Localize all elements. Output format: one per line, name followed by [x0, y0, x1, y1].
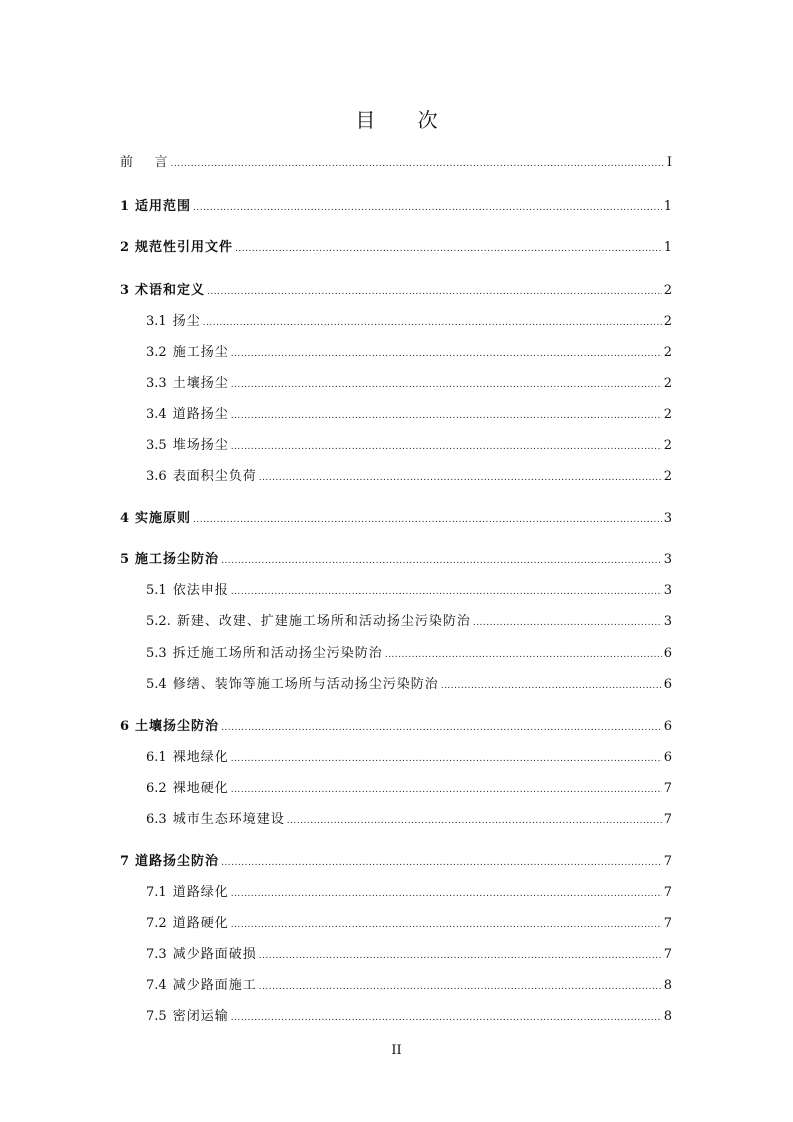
toc-leader-dots	[473, 615, 662, 631]
toc-leader-dots	[221, 855, 662, 871]
toc-entry-text: 堆场扬尘	[172, 438, 229, 453]
toc-leader-dots	[231, 1010, 662, 1026]
toc-entry-page: 2	[663, 438, 672, 453]
toc-entry-number: 4	[120, 511, 130, 526]
toc-entry-number: 6.3	[146, 812, 167, 827]
toc-entry-text: 土壤扬尘	[172, 376, 229, 391]
toc-entry-page: 7	[663, 885, 672, 900]
toc-entry-text: 实施原则	[135, 511, 192, 526]
toc-leader-dots	[441, 678, 662, 694]
toc-entry[interactable]	[146, 812, 672, 829]
toc-entry-page: 6	[663, 750, 672, 765]
toc-entry[interactable]	[120, 240, 672, 257]
toc-entry-number: 3.2	[146, 345, 167, 360]
toc-entry[interactable]	[146, 750, 672, 767]
toc-entry-text: 扬尘	[172, 314, 201, 329]
toc-entry-page: 7	[663, 947, 672, 962]
toc-leader-dots	[207, 284, 662, 300]
toc-entry[interactable]	[146, 646, 672, 663]
toc-entry-number: 5.2.	[146, 614, 171, 629]
toc-leader-dots	[259, 470, 662, 486]
toc-entry[interactable]	[146, 1009, 672, 1026]
toc-entry[interactable]	[120, 199, 672, 216]
toc-entry-text: 规范性引用文件	[135, 240, 234, 255]
toc-entry-text: 减少路面破损	[172, 947, 257, 962]
toc-entry-number: 6.2	[146, 781, 167, 796]
toc-entry-number: 7.3	[146, 947, 167, 962]
toc-entry-text: 表面积尘负荷	[172, 469, 257, 484]
toc-leader-dots	[221, 720, 662, 736]
toc-entry[interactable]	[120, 854, 672, 871]
toc-leader-dots	[193, 512, 662, 528]
toc-entry-number: 7	[120, 854, 130, 869]
toc-entry-text: 道路绿化	[172, 885, 229, 900]
toc-leader-dots	[259, 948, 662, 964]
toc-entry-number: 3	[120, 283, 130, 298]
toc-entry-number: 7.1	[146, 885, 167, 900]
toc-entry[interactable]	[146, 583, 672, 600]
toc-entry[interactable]	[146, 407, 672, 424]
toc-entry-text: 施工扬尘	[172, 345, 229, 360]
toc-entry-text: 拆迁施工场所和活动扬尘污染防治	[172, 646, 383, 661]
toc-entry-page: 8	[663, 978, 672, 993]
toc-entry-text: 裸地绿化	[172, 750, 229, 765]
toc-entry-number: 5.4	[146, 677, 167, 692]
toc-entry-page: 3	[663, 552, 672, 567]
toc-entry-number: 3.6	[146, 469, 167, 484]
toc-entry-number: 7.4	[146, 978, 167, 993]
toc-entry-number: 7.2	[146, 916, 167, 931]
toc-entry-page: 8	[663, 1009, 672, 1024]
toc-entry[interactable]	[120, 719, 672, 736]
toc-entry-page: 7	[663, 812, 672, 827]
toc-leader-dots	[259, 979, 662, 995]
toc-entry-page: 3	[663, 511, 672, 526]
toc-title: 目 次	[355, 108, 456, 132]
toc-entry-preface[interactable]	[120, 155, 672, 172]
toc-leader-dots	[231, 886, 662, 902]
toc-entry-text: 道路扬尘	[172, 407, 229, 422]
toc-entry[interactable]	[146, 376, 672, 393]
toc-entry-number: 5.3	[146, 646, 167, 661]
toc-entry-text: 道路扬尘防治	[135, 854, 220, 869]
page-number: II	[391, 1043, 402, 1058]
toc-entry-page: 6	[663, 677, 672, 692]
toc-entry-page: 7	[663, 781, 672, 796]
toc-entry[interactable]	[120, 511, 672, 528]
toc-entry-page: 6	[663, 719, 672, 734]
toc-leader-dots	[231, 346, 662, 362]
toc-entry-text: 适用范围	[135, 199, 192, 214]
toc-leader-dots	[231, 439, 662, 455]
toc-entry-number: 6.1	[146, 750, 167, 765]
toc-entry-number: 7.5	[146, 1009, 167, 1024]
toc-entry[interactable]	[146, 947, 672, 964]
toc-entry[interactable]	[146, 885, 672, 902]
toc-entry-page: 3	[663, 583, 672, 598]
toc-entry-text: 减少路面施工	[172, 978, 257, 993]
toc-leader-dots	[231, 917, 662, 933]
toc-entry-text: 新建、改建、扩建施工场所和活动扬尘污染防治	[176, 614, 471, 629]
toc-entry-page: 1	[663, 199, 672, 214]
toc-leader-dots	[193, 200, 662, 216]
toc-entry-page: 2	[663, 469, 672, 484]
toc-entry-text: 城市生态环境建设	[172, 812, 285, 827]
toc-entry-number: 6	[120, 719, 130, 734]
toc-entry-page: 2	[663, 376, 672, 391]
toc-entry-page: 2	[663, 407, 672, 422]
toc-entry-number: 5.1	[146, 583, 167, 598]
toc-entry-text: 土壤扬尘防治	[135, 719, 220, 734]
toc-entry-text: 前 言	[120, 155, 169, 170]
toc-leader-dots	[235, 241, 662, 257]
toc-entry[interactable]	[146, 978, 672, 995]
toc-leader-dots	[231, 782, 662, 798]
toc-leader-dots	[231, 408, 662, 424]
toc-entry[interactable]	[146, 345, 672, 362]
toc-entry-text: 密闭运输	[172, 1009, 229, 1024]
toc-leader-dots	[203, 315, 662, 331]
toc-entry-page: 3	[663, 614, 672, 629]
toc-leader-dots	[287, 813, 662, 829]
toc-entry-page: 6	[663, 646, 672, 661]
toc-entry-page: 2	[663, 283, 672, 298]
toc-entry-page: 7	[663, 854, 672, 869]
toc-entry[interactable]	[120, 552, 672, 569]
toc-entry-number: 5	[120, 552, 130, 567]
toc-entry[interactable]	[146, 438, 672, 455]
toc-entry-text: 施工扬尘防治	[135, 552, 220, 567]
toc-entry[interactable]	[146, 314, 672, 331]
toc-entry-page: 2	[663, 314, 672, 329]
toc-leader-dots	[231, 584, 662, 600]
toc-entry-number: 3.1	[146, 314, 167, 329]
toc-leader-dots	[385, 647, 662, 663]
toc-entry[interactable]	[146, 469, 672, 486]
toc-entry[interactable]	[146, 916, 672, 933]
toc-entry-text: 术语和定义	[135, 283, 206, 298]
toc-entry[interactable]	[120, 283, 672, 300]
toc-entry-page: I	[666, 155, 672, 170]
toc-entry-text: 道路硬化	[172, 916, 229, 931]
toc-entry[interactable]	[146, 781, 672, 798]
toc-entry-number: 1	[120, 199, 130, 214]
toc-entry-number: 3.3	[146, 376, 167, 391]
toc-entry[interactable]	[146, 677, 672, 694]
toc-entry-page: 2	[663, 345, 672, 360]
toc-leader-dots	[231, 377, 662, 393]
toc-entry-page: 7	[663, 916, 672, 931]
toc-entry-text: 修缮、装饰等施工场所与活动扬尘污染防治	[172, 677, 439, 692]
toc-leader-dots	[171, 156, 665, 172]
toc-entry-text: 依法申报	[172, 583, 229, 598]
toc-leader-dots	[231, 751, 662, 767]
toc-entry-text: 裸地硬化	[172, 781, 229, 796]
toc-entry-number: 3.4	[146, 407, 167, 422]
toc-entry-page: 1	[663, 240, 672, 255]
toc-entry-number: 3.5	[146, 438, 167, 453]
toc-entry[interactable]	[146, 614, 672, 631]
toc-leader-dots	[221, 553, 662, 569]
toc-entry-number: 2	[120, 240, 130, 255]
